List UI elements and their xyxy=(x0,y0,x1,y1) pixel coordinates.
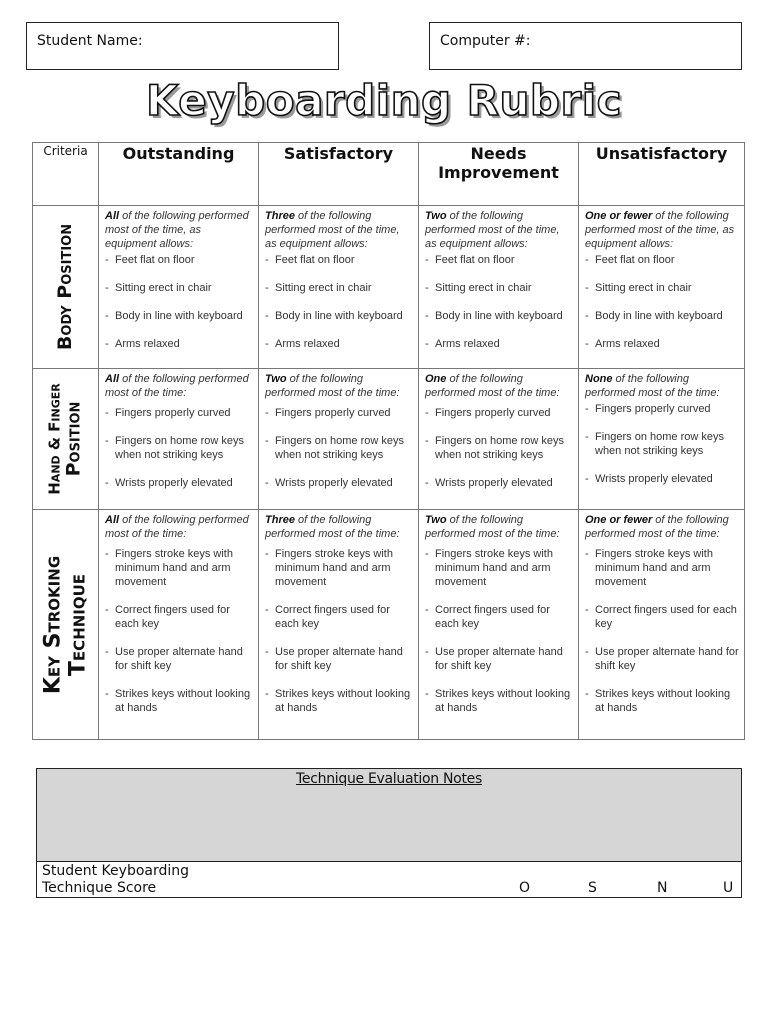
rubric-row-body-position xyxy=(33,206,745,369)
score-option-n[interactable]: N xyxy=(657,880,668,896)
student-name-field[interactable] xyxy=(26,22,339,70)
rubric-cell: One or fewer of the following performed most of the time: - Fingers stroke keys with minimum hand and arm movement - Correct fingers used for each key - Use proper alternate hand for shift key - Strikes keys without looking at hands xyxy=(579,510,745,740)
computer-number-label: Computer #: xyxy=(440,33,531,49)
rubric-cell: Two of the following performed most of the time: - Fingers properly curved - Fingers on home row keys when not striking keys - Wrists properly elevated xyxy=(259,369,419,510)
page-title: Keyboarding Rubric xyxy=(145,76,622,125)
score-option-u[interactable]: U xyxy=(723,880,734,896)
score-label: Student Keyboarding Technique Score xyxy=(42,863,190,896)
rubric-row-hand-finger-position xyxy=(33,369,745,510)
notes-title: Technique Evaluation Notes xyxy=(296,771,482,787)
rubric-header-row xyxy=(33,143,745,206)
level-header-needs-improvement: Needs Improvement xyxy=(419,143,579,206)
rubric-cell: All of the following performed most of the time, as equipment allows: - Feet flat on floor - Sitting erect in chair - Body in line with keyboard - Arms relaxed xyxy=(99,206,259,369)
rubric-cell: One or fewer of the following performed most of the time, as equipment allows: - Feet flat on floor - Sitting erect in chair - Body in line with keyboard - Arms relaxed xyxy=(579,206,745,369)
notes-area[interactable] xyxy=(37,769,741,862)
student-name-label: Student Name: xyxy=(37,33,143,49)
row-label-hand-finger-position: Hand & Finger Position xyxy=(33,369,99,510)
score-option-o[interactable]: O xyxy=(519,880,531,896)
level-header-satisfactory: Satisfactory xyxy=(259,143,419,206)
rubric-cell: All of the following performed most of the time: - Fingers properly curved - Fingers on home row keys when not striking keys - Wrists properly elevated xyxy=(99,369,259,510)
computer-number-field[interactable] xyxy=(429,22,742,70)
score-option-s[interactable]: S xyxy=(588,880,597,896)
level-header-unsatisfactory: Unsatisfactory xyxy=(579,143,745,206)
level-header-outstanding: Outstanding xyxy=(99,143,259,206)
rubric-cell: Two of the following performed most of the time: - Fingers stroke keys with minimum hand and arm movement - Correct fingers used for each key - Use proper alternate hand for shift key - Strikes keys without looking at hands xyxy=(419,510,579,740)
row-label-key-stroking-technique: Key Stroking Technique xyxy=(33,510,99,740)
rubric-cell: None of the following performed most of the time: - Fingers properly curved - Fingers on home row keys when not striking keys - Wrists properly elevated xyxy=(579,369,745,510)
criteria-header: Criteria xyxy=(33,143,99,206)
rubric-cell: All of the following performed most of the time: - Fingers stroke keys with minimum hand and arm movement - Correct fingers used for each key - Use proper alternate hand for shift key - Strikes keys without looking at hands xyxy=(99,510,259,740)
rubric-table xyxy=(32,142,745,740)
rubric-cell: Three of the following performed most of the time, as equipment allows: - Feet flat on floor - Sitting erect in chair - Body in line with keyboard - Arms relaxed xyxy=(259,206,419,369)
rubric-cell: One of the following performed most of the time: - Fingers properly curved - Fingers on home row keys when not striking keys - Wrists properly elevated xyxy=(419,369,579,510)
score-row xyxy=(37,862,741,898)
technique-notes-box xyxy=(36,768,742,898)
rubric-cell: Three of the following performed most of the time: - Fingers stroke keys with minimum hand and arm movement - Correct fingers used for each key - Use proper alternate hand for shift key - Strikes keys without looking at hands xyxy=(259,510,419,740)
rubric-cell: Two of the following performed most of the time, as equipment allows: - Feet flat on floor - Sitting erect in chair - Body in line with keyboard - Arms relaxed xyxy=(419,206,579,369)
row-label-body-position: Body Position xyxy=(33,206,99,369)
rubric-row-key-stroking-technique xyxy=(33,510,745,740)
